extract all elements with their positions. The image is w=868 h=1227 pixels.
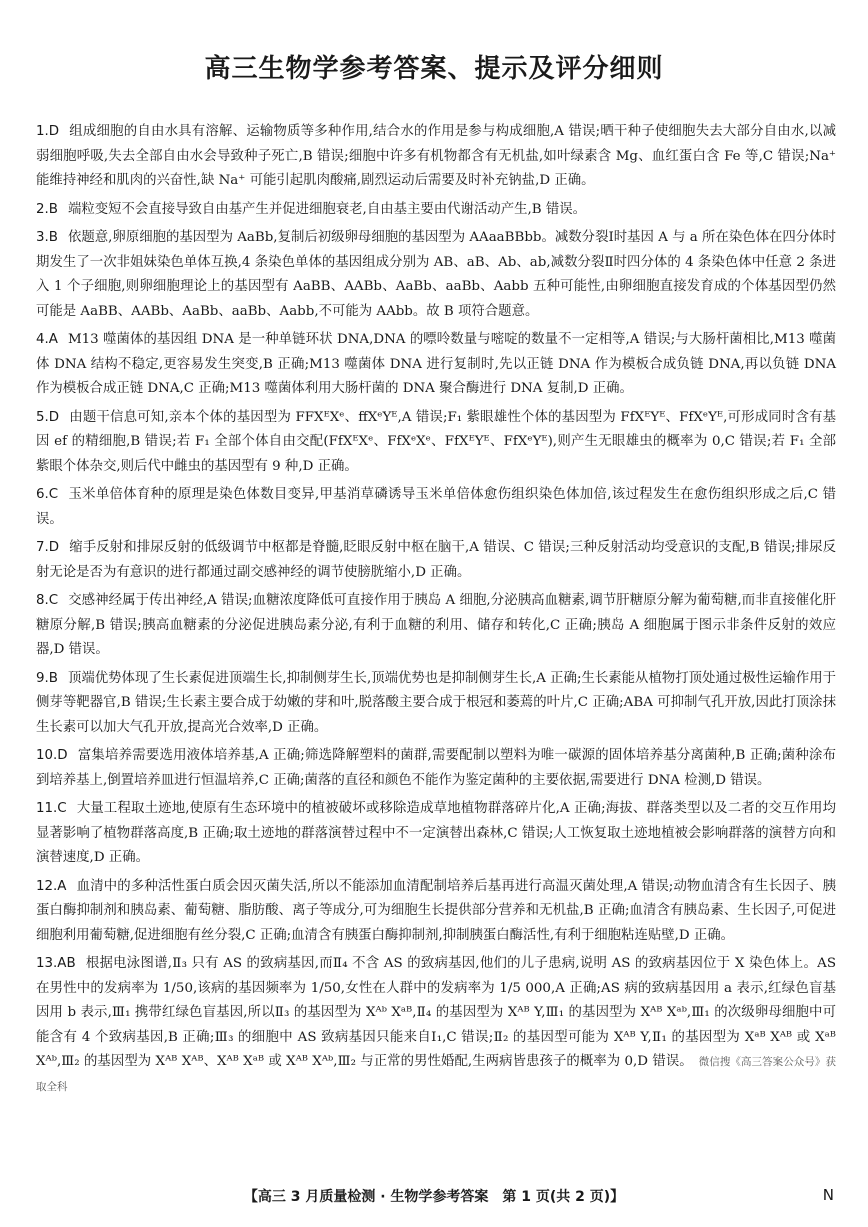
answer-number: 8.C: [36, 593, 59, 608]
answer-explanation: 根据电泳图谱,Ⅱ₃ 只有 AS 的致病基因,而Ⅱ₄ 不含 AS 的致病基因,他们的儿子患病,说明 AS 的致病基因位于 X 染色体上。AS 在男性中的发病率为 1/50,该病的基因频率为 1/50,女性在人群中的发病率为 1/5 000,A 正确;AS 病的致病基因用 a 表示,红绿色盲基因用 b 表示,Ⅲ₁ 携带红绿色盲基因,所以Ⅱ₃ 的基因型为 Xᴬᵇ Xᵃᴮ,Ⅱ₄ 的基因型为 Xᴬᴮ Y,Ⅲ₁ 的基因型为 Xᴬᴮ Xᵃᵇ,Ⅲ₁ 的次级卵母细胞中可能含有 4 个致病基因,B 正确;Ⅲ₃ 的细胞中 AS 致病基因只能来自Ⅰ₁,C 错误;Ⅱ₂ 的基因型可能为 Xᴬᴮ Y,Ⅱ₁ 的基因型为 Xᵃᴮ Xᴬᴮ 或 Xᵃᴮ Xᴬᵇ,Ⅲ₂ 的基因型为 Xᴬᴮ Xᴬᴮ、Xᴬᴮ Xᵃᴮ 或 Xᴬᴮ Xᴬᵇ,Ⅲ₂ 与正常的男性婚配,生两病皆患孩子的概率为 0,D 错误。: [36, 956, 836, 1069]
answer-item: [36, 198, 836, 223]
answer-explanation: 依题意,卵原细胞的基因型为 AaBb,复制后初级卵母细胞的基因型为 AAaaBBbb。减数分裂Ⅰ时基因 A 与 a 所在染色体在四分体时期发生了一次非姐妹染色单体互换,4 条染色单体的基因组成分别为 AB、aB、Ab、ab,减数分裂Ⅱ时四分体的 4 条染色体中任意 2 条进入 1 个子细胞,则卵细胞理论上的基因型有 AaBB、AABb、AaBb、aaBb、Aabb 五种可能性,由卵细胞直接发育成的个体基因型仍然可能是 AaBB、AABb、AaBb、aaBb、Aabb,不可能为 AAbb。故 B 项符合题意。: [36, 230, 836, 319]
answer-item: [36, 875, 836, 949]
answer-explanation: 大量工程取土迹地,使原有生态环境中的植被破坏或移除造成草地植物群落碎片化,A 正确;海拔、群落类型以及二者的交互作用均显著影响了植物群落高度,B 正确;取土迹地的群落演替过程中不一定演替出森林,C 错误;人工恢复取土迹地植被会影响群落的演替方向和演替速度,D 正确。: [36, 801, 836, 865]
answer-number: 9.B: [36, 670, 58, 686]
answer-explanation: 血清中的多种活性蛋白质会因灭菌失活,所以不能添加血清配制培养后基再进行高温灭菌处理,A 错误;动物血清含有生长因子、胰蛋白酶抑制剂和胰岛素、葡萄糖、脂肪酸、离子等成分,可为细胞生长提供部分营养和无机盐,B 正确;血清含有胰岛素、生长因子,可促进细胞利用葡萄糖,促进细胞有丝分裂,C 正确;血清含有胰蛋白酶抑制剂,抑制胰蛋白酶活性,有利于细胞粘连贴壁,D 正确。: [36, 878, 836, 943]
answer-number: 10.D: [36, 748, 68, 763]
answer-item: [36, 120, 836, 194]
answer-number: 12.A: [36, 878, 67, 894]
answer-number: 7.D: [36, 540, 60, 555]
page-footer: 【高三 3 月质量检测 · 生物学参考答案 第 1 页(共 2 页)】: [243, 1189, 625, 1205]
footer-code: N: [822, 1186, 834, 1204]
answer-item: [36, 328, 836, 402]
answer-explanation: 由题干信息可知,亲本个体的基因型为 FFXᴱXᵉ、ffXᵉYᴱ,A 错误;F₁ 紫眼雄性个体的基因型为 FfXᴱYᴱ、FfXᵉYᴱ,可形成同时含有基因 ef 的精细胞,B 错误;若 F₁ 全部个体自由交配(FfXᴱXᵉ、FfXᵉXᵉ、FfXᴱYᴱ、FfXᵉYᴱ),则产生无眼雄虫的概率为 0,C 错误;若 F₁ 全部紫眼个体杂交,则后代中雌虫的基因型有 9 种,D 正确。: [36, 409, 836, 474]
answer-item: [36, 797, 836, 871]
answer-item: [36, 589, 836, 663]
answer-explanation: 组成细胞的自由水具有溶解、运输物质等多种作用,结合水的作用是参与构成细胞,A 错误;晒干种子使细胞失去大部分自由水,以减弱细胞呼吸,失去全部自由水会导致种子死亡,B 错误;细胞中许多有机物都含有无机盐,如叶绿素含 Mg、血红蛋白含 Fe 等,C 错误;Na⁺ 能维持神经和肌肉的兴奋性,缺 Na⁺ 可能引起肌肉酸痛,剧烈运动后需要及时补充钠盐,D 正确。: [36, 124, 836, 188]
answer-list: [36, 120, 836, 1103]
answer-number: 5.D: [36, 409, 60, 425]
answer-number: 6.C: [36, 487, 59, 502]
answer-explanation: 交感神经属于传出神经,A 错误;血糖浓度降低可直接作用于胰岛 A 细胞,分泌胰高血糖素,调节肝糖原分解为葡萄糖,而非直接催化肝糖原分解,B 错误;胰高血糖素的分泌促进胰岛素分泌,有利于血糖的利用、储存和转化,C 正确;胰岛 A 细胞属于图示非条件反射的效应器,D 错误。: [36, 593, 836, 657]
answer-explanation: 玉米单倍体育种的原理是染色体数目变异,甲基消草磷诱导玉米单倍体愈伤组织染色体加倍,该过程发生在愈伤组织形成之后,C 错误。: [36, 487, 836, 527]
answer-explanation: 端粒变短不会直接导致自由基产生并促进细胞衰老,自由基主要由代谢活动产生,B 错误。: [67, 201, 587, 217]
answer-item: [36, 536, 836, 585]
answer-item: [36, 744, 836, 793]
answer-item: [36, 667, 836, 741]
answer-number: 2.B: [36, 201, 58, 217]
answer-item: [36, 483, 836, 532]
page-title: 高三生物学参考答案、提示及评分细则: [204, 54, 664, 84]
answer-item: [36, 952, 836, 1099]
answer-item: [36, 226, 836, 324]
answer-number: 3.B: [36, 230, 58, 245]
answer-number: 4.A: [36, 332, 58, 347]
answer-explanation: 富集培养需要选用液体培养基,A 正确;筛选降解塑料的菌群,需要配制以塑料为唯一碳源的固体培养基分离菌种,B 正确;菌种涂布到培养基上,倒置培养皿进行恒温培养,C 正确;菌落的直径和颜色不能作为鉴定菌种的主要依据,需要进行 DNA 检测,D 错误。: [36, 748, 836, 788]
answer-number: 1.D: [36, 124, 60, 139]
answer-number: 13.AB: [36, 956, 76, 971]
answer-number: 11.C: [36, 801, 67, 816]
watermark-note: 微信搜《高三答案公众号》获取全科: [36, 1056, 837, 1093]
answer-explanation: M13 噬菌体的基因组 DNA 是一种单链环状 DNA,DNA 的嘌呤数量与嘧啶的数量不一定相等,A 错误;与大肠杆菌相比,M13 噬菌体 DNA 结构不稳定,更容易发生突变,B 正确;M13 噬菌体 DNA 进行复制时,先以正链 DNA 作为模板合成负链 DNA,再以负链 DNA 作为模板合成正链 DNA,C 正确;M13 噬菌体利用大肠杆菌的 DNA 聚合酶进行 DNA 复制,D 正确。: [36, 332, 836, 396]
answer-explanation: 顶端优势体现了生长素促进顶端生长,抑制侧芽生长,顶端优势也是抑制侧芽生长,A 正确;生长素能从植物打顶处通过极性运输作用于侧芽等靶器官,B 错误;生长素主要合成于幼嫩的芽和叶,脱落酸主要合成于根冠和萎蔫的叶片,C 正确;ABA 可抑制气孔开放,因此打顶涂抹生长素可以加大气孔开放,提高光合效率,D 正确。: [36, 670, 836, 735]
answer-item: [36, 406, 836, 480]
answer-explanation: 缩手反射和排尿反射的低级调节中枢都是脊髓,眨眼反射中枢在脑干,A 错误、C 错误;三种反射活动均受意识的支配,B 错误;排尿反射无论是否为有意识的进行都通过副交感神经的调节使膀胱缩小,D 正确。: [36, 540, 836, 580]
